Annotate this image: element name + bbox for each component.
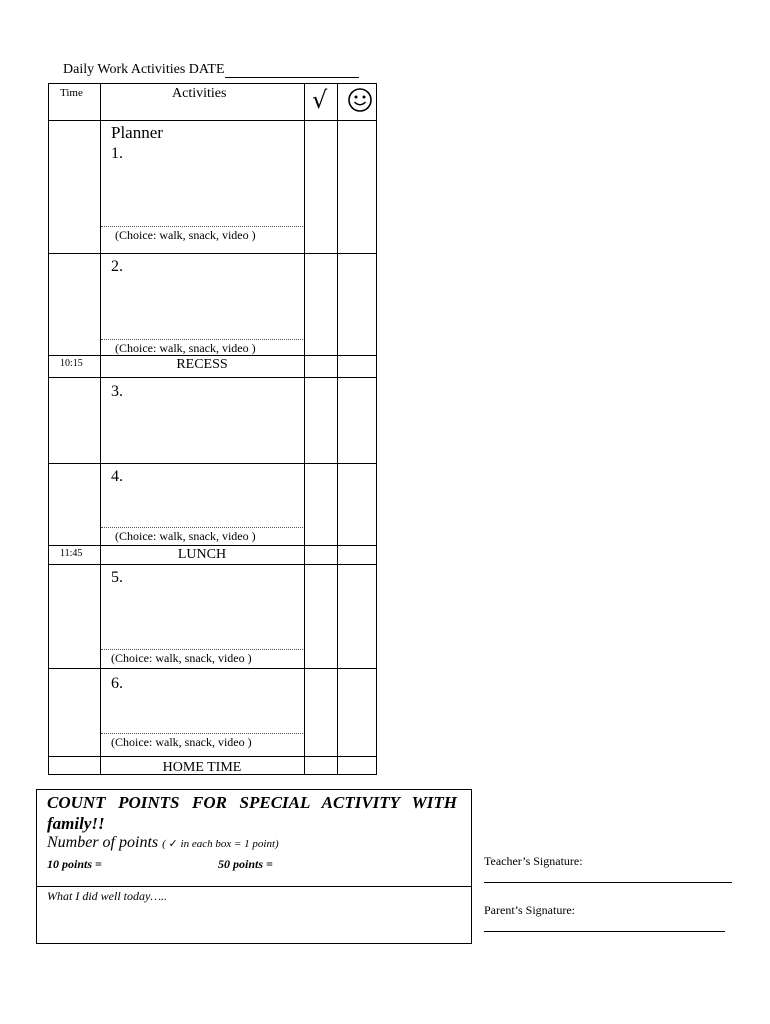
parent-signature-label: Parent’s Signature: <box>484 903 575 917</box>
activities-column-header: Activities <box>172 86 227 101</box>
ten-points-label: 10 points = <box>47 857 102 871</box>
lunch-label: LUNCH <box>177 547 227 562</box>
recess-label: RECESS <box>176 357 228 372</box>
activities-table <box>48 83 377 775</box>
recess-time: 10:15 <box>60 358 83 369</box>
choice-text: (Choice: walk, snack, video ) <box>111 735 252 749</box>
time-column-header: Time <box>60 87 83 99</box>
choice-text: (Choice: walk, snack, video ) <box>115 341 256 355</box>
teacher-signature-line[interactable] <box>484 882 732 883</box>
row-divider <box>48 253 377 254</box>
item-number: 4. <box>111 468 123 485</box>
table-divider <box>100 83 101 775</box>
item-number: 5. <box>111 569 123 586</box>
item-number: 6. <box>111 675 123 692</box>
dotted-line <box>101 527 303 528</box>
number-of-points-label: Number of points <box>47 834 159 851</box>
row-divider <box>48 756 377 757</box>
teacher-signature-label: Teacher’s Signature: <box>484 854 583 868</box>
choice-text: (Choice: walk, snack, video ) <box>111 651 252 665</box>
rule-open: ( <box>162 838 166 850</box>
dotted-line <box>101 339 303 340</box>
item-number: 2. <box>111 258 123 275</box>
checkmark-icon: ✓ <box>168 837 178 850</box>
did-well-prompt: What I did well today….. <box>47 889 167 903</box>
row-divider <box>48 377 377 378</box>
date-blank-line[interactable] <box>225 63 359 78</box>
special-activity-heading: COUNT POINTS FOR SPECIAL ACTIVITY WITH family!! <box>47 793 457 833</box>
home-time-label: HOME TIME <box>162 760 242 775</box>
parent-signature-line[interactable] <box>484 931 725 932</box>
fifty-points-label: 50 points = <box>218 857 273 871</box>
rule-text: in each box = 1 point) <box>180 838 279 850</box>
title-text: Daily Work Activities DATE <box>63 62 225 77</box>
number-of-points <box>47 834 279 852</box>
page-title <box>63 62 359 78</box>
lunch-time: 11:45 <box>60 548 83 559</box>
planner-label: Planner <box>111 123 163 142</box>
dotted-line <box>101 733 303 734</box>
row-divider <box>48 564 377 565</box>
row-divider <box>48 463 377 464</box>
smiley-face-icon <box>347 87 373 113</box>
table-divider <box>337 83 338 775</box>
table-divider <box>304 83 305 775</box>
item-number: 1. <box>111 145 123 162</box>
choice-text: (Choice: walk, snack, video ) <box>115 529 256 543</box>
row-divider <box>48 120 377 121</box>
check-column-header: √ <box>312 86 328 114</box>
points-box-divider <box>36 886 472 887</box>
dotted-line <box>101 226 303 227</box>
choice-text: (Choice: walk, snack, video ) <box>115 228 256 242</box>
row-divider <box>48 668 377 669</box>
item-number: 3. <box>111 383 123 400</box>
row-divider <box>48 545 377 546</box>
dotted-line <box>101 649 303 650</box>
